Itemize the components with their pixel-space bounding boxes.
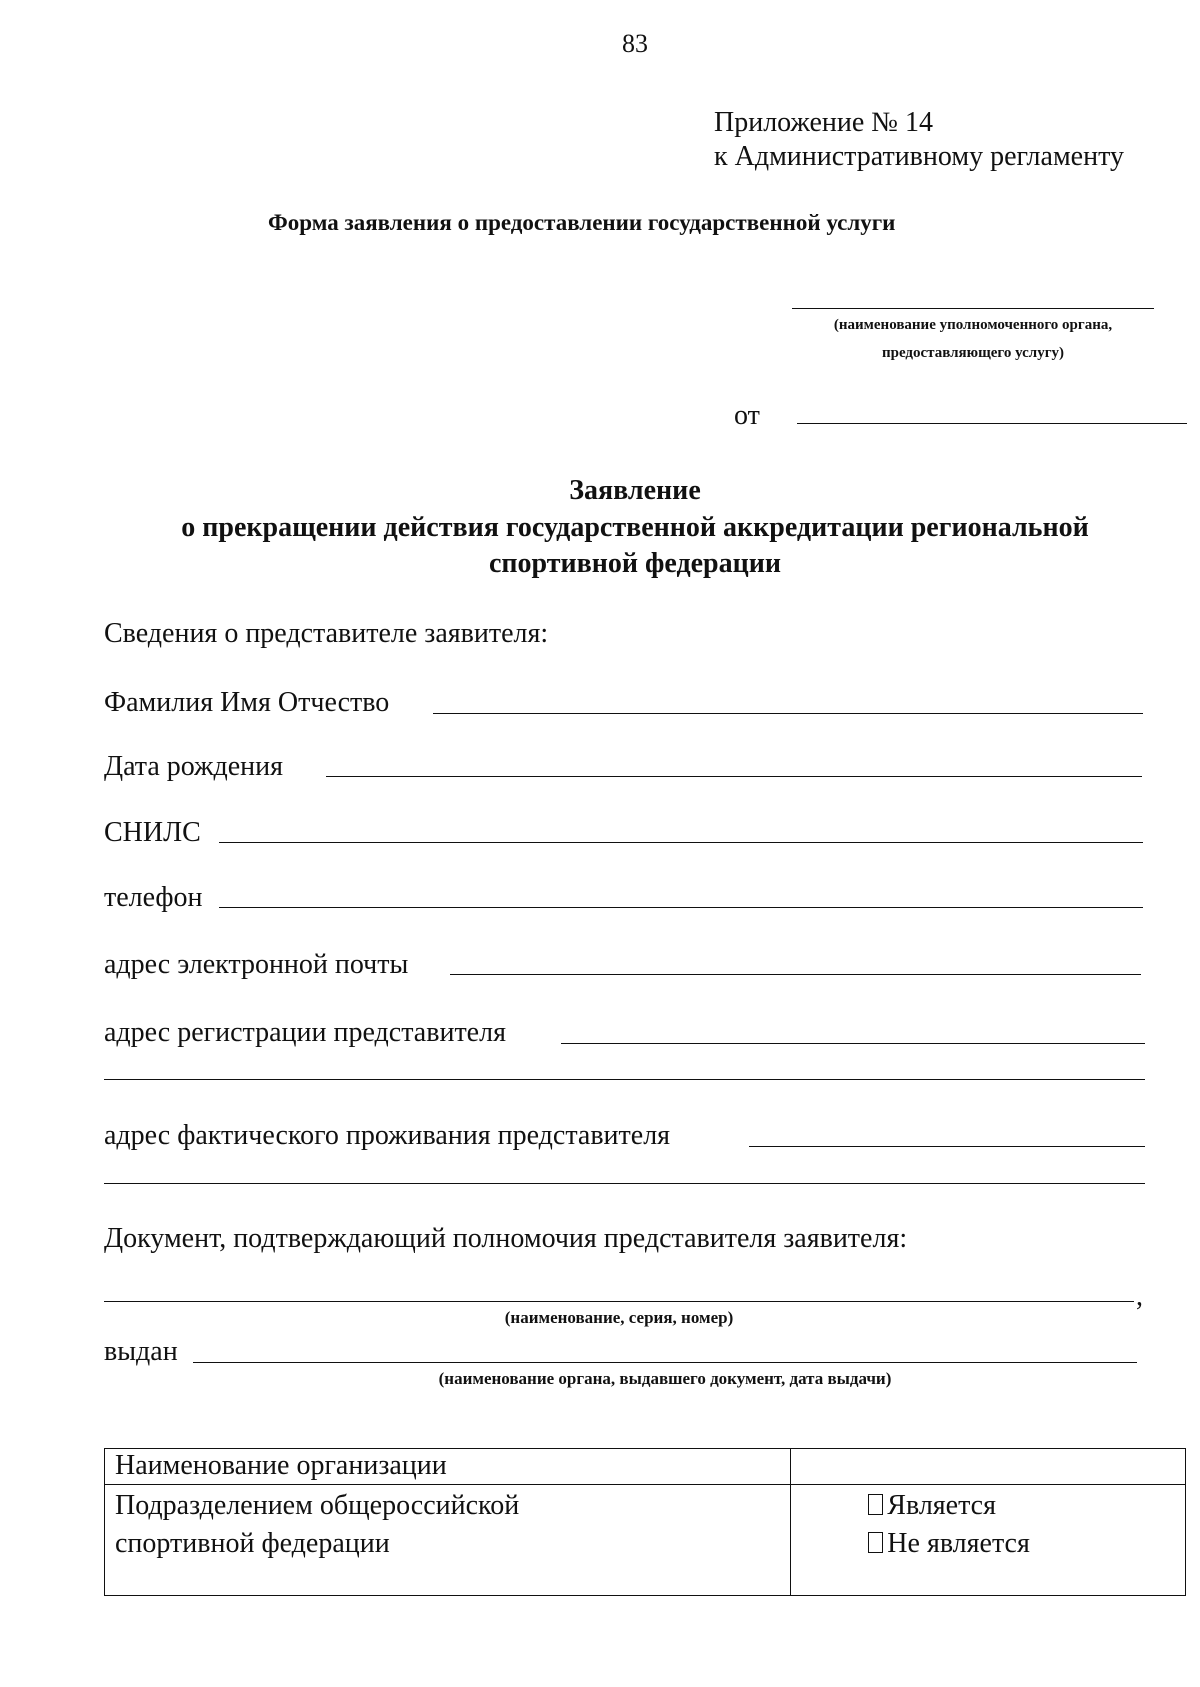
issued-caption: (наименование органа, выдавшего документ, дата выдачи) bbox=[438, 1369, 892, 1388]
option-is-not-label: Не является bbox=[887, 1528, 1030, 1559]
heading-title: Заявление bbox=[569, 475, 701, 506]
document-field[interactable] bbox=[104, 1301, 1134, 1302]
recipient-organ-field[interactable] bbox=[792, 308, 1154, 309]
appendix-number: Приложение № 14 bbox=[714, 107, 933, 138]
checkbox-is-not[interactable] bbox=[868, 1532, 883, 1553]
fact-address-label: адрес фактического проживания представителя bbox=[104, 1120, 671, 1151]
option-is-not-subdivision[interactable] bbox=[868, 1525, 1175, 1563]
document-section-label: Документ, подтверждающий полномочия представителя заявителя: bbox=[104, 1223, 908, 1254]
subdivision-label-1: Подразделением общероссийской bbox=[115, 1490, 520, 1521]
snils-field[interactable] bbox=[219, 842, 1143, 843]
heading-subject-2: спортивной федерации bbox=[488, 548, 782, 579]
reg-address-field[interactable] bbox=[561, 1043, 1145, 1044]
issued-label: выдан bbox=[104, 1336, 178, 1367]
snils-label: СНИЛС bbox=[104, 817, 201, 848]
option-is-subdivision[interactable] bbox=[868, 1487, 1175, 1525]
option-is-label: Является bbox=[887, 1490, 996, 1521]
from-field[interactable] bbox=[797, 423, 1187, 424]
org-name-label: Наименование организации bbox=[115, 1450, 447, 1481]
subdivision-label-cell bbox=[105, 1485, 791, 1596]
from-label: от bbox=[734, 400, 760, 431]
org-name-label-cell bbox=[105, 1449, 791, 1485]
fact-address-field[interactable] bbox=[749, 1146, 1145, 1147]
reg-address-label: адрес регистрации представителя bbox=[104, 1017, 506, 1048]
phone-label: телефон bbox=[104, 882, 203, 913]
document-caption: (наименование, серия, номер) bbox=[504, 1308, 734, 1327]
birth-date-label: Дата рождения bbox=[104, 751, 283, 782]
representative-section-label: Сведения о представителе заявителя: bbox=[104, 618, 549, 649]
fio-label: Фамилия Имя Отчество bbox=[104, 687, 390, 718]
subdivision-options-cell bbox=[791, 1485, 1186, 1596]
table-row bbox=[105, 1485, 1186, 1596]
appendix-reference: к Административному регламенту bbox=[714, 141, 1124, 172]
form-title: Форма заявления о предоставлении государственной услуги bbox=[268, 210, 896, 235]
email-field[interactable] bbox=[450, 974, 1141, 975]
recipient-caption-2: предоставляющего услугу) bbox=[881, 345, 1065, 361]
birth-date-field[interactable] bbox=[326, 776, 1142, 777]
issued-field[interactable] bbox=[193, 1362, 1137, 1363]
fio-field[interactable] bbox=[433, 713, 1143, 714]
subdivision-label-2: спортивной федерации bbox=[115, 1528, 390, 1559]
phone-field[interactable] bbox=[219, 907, 1143, 908]
checkbox-is[interactable] bbox=[868, 1494, 883, 1515]
fact-address-field-continued[interactable] bbox=[104, 1183, 1145, 1184]
reg-address-field-continued[interactable] bbox=[104, 1079, 1145, 1080]
recipient-caption-1: (наименование уполномоченного органа, bbox=[833, 317, 1113, 333]
document-field-comma: , bbox=[1136, 1281, 1143, 1312]
heading-subject-1: о прекращении действия государственной аккредитации региональной bbox=[181, 512, 1089, 543]
org-name-value-cell[interactable] bbox=[791, 1449, 1186, 1485]
page-number: 83 bbox=[622, 29, 648, 58]
email-label: адрес электронной почты bbox=[104, 949, 409, 980]
table-row bbox=[105, 1449, 1186, 1485]
organization-table bbox=[104, 1448, 1186, 1596]
